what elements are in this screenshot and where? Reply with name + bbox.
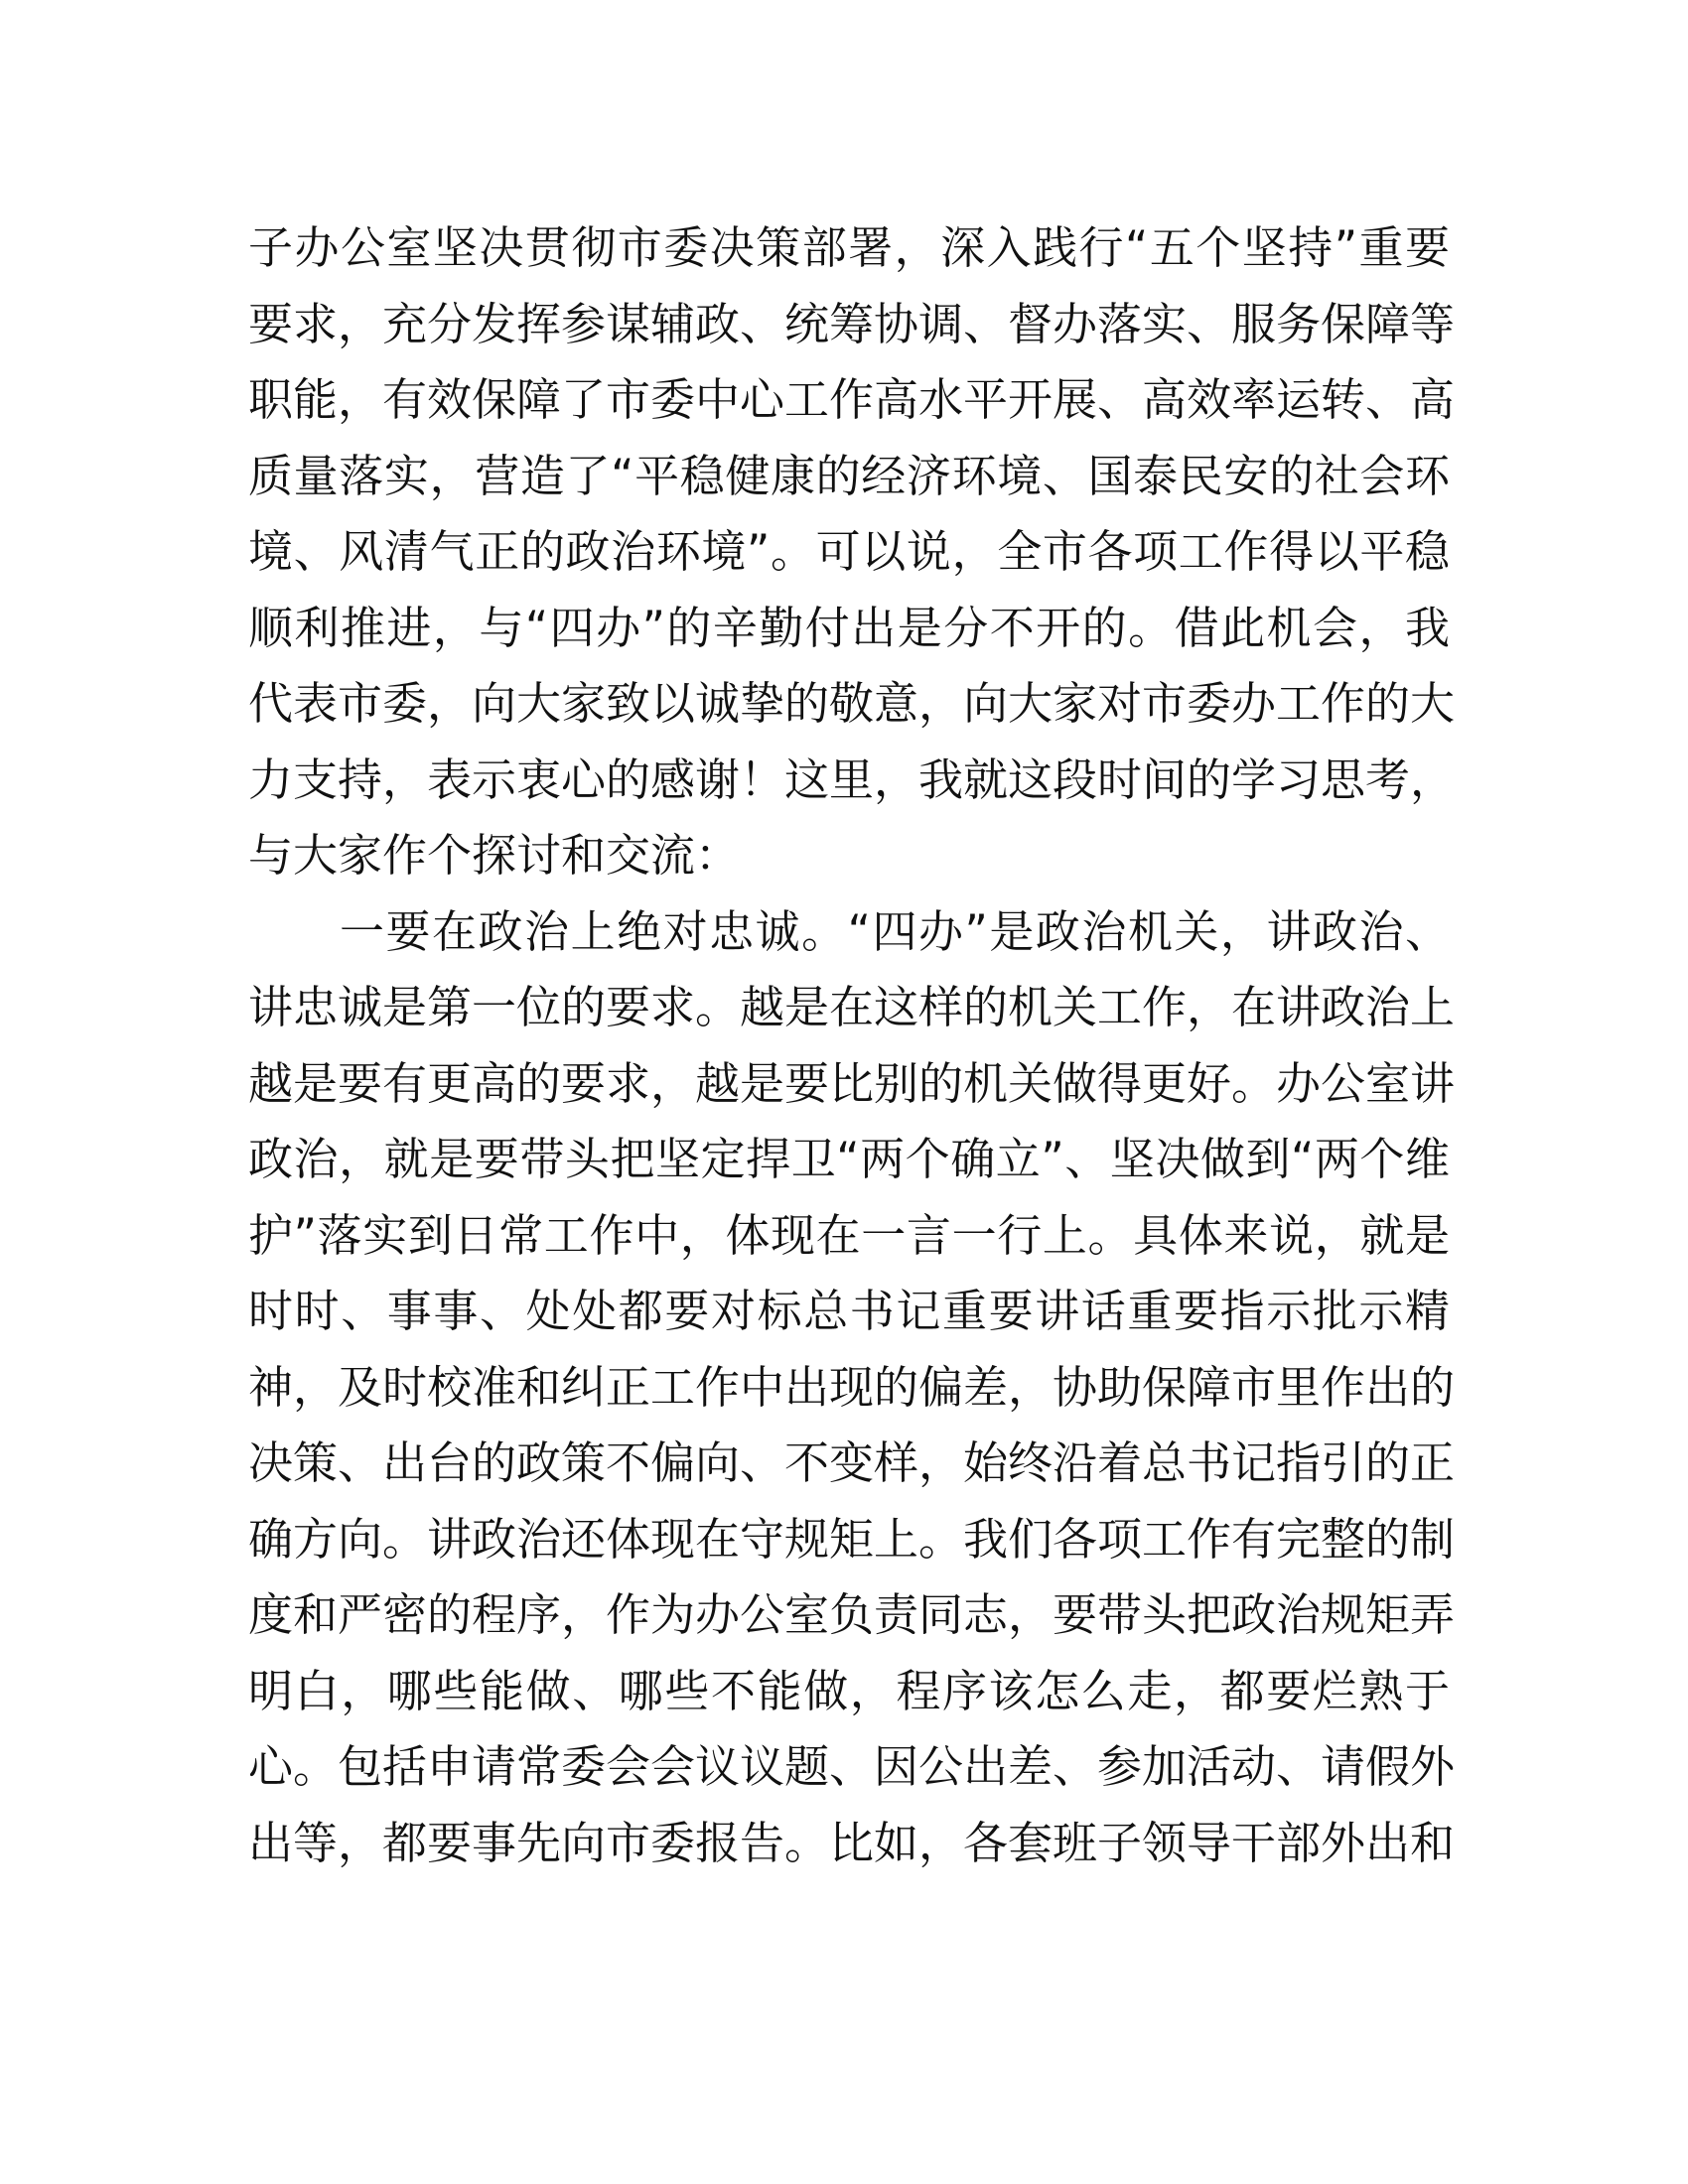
text-line: 力支持，表示衷心的感谢！这里，我就这段时间的学习思考， <box>248 752 1456 806</box>
text-line: 讲忠诚是第一位的要求。越是在这样的机关工作，在讲政治上 <box>248 981 1456 1033</box>
text-line: 质量落实，营造了“平稳健康的经济环境、国泰民安的社会环 <box>248 449 1450 502</box>
text-line: 子办公室坚决贯彻市委决策部署，深入践行“五个坚持”重要 <box>248 221 1450 274</box>
text-line: 决策、出台的政策不偏向、不变样，始终沿着总书记指引的正 <box>248 1436 1456 1489</box>
text-line: 神，及时校准和纠正工作中出现的偏差，协助保障市里作出的 <box>248 1360 1456 1414</box>
text-line: 职能，有效保障了市委中心工作高水平开展、高效率运转、高 <box>248 373 1456 426</box>
text-line: 顺利推进，与“四办”的辛勤付出是分不开的。借此机会，我 <box>248 601 1450 654</box>
document-body <box>248 210 1456 1881</box>
text-line: 出等，都要事先向市委报告。比如，各套班子领导干部外出和 <box>248 1816 1456 1869</box>
text-line: 越是要有更高的要求，越是要比别的机关做得更好。办公室讲 <box>248 1056 1456 1110</box>
text-line: 护”落实到日常工作中，体现在一言一行上。具体来说，就是 <box>248 1208 1450 1262</box>
text-line: 心。包括申请常委会会议议题、因公出差、参加活动、请假外 <box>248 1740 1456 1793</box>
text-line: 确方向。讲政治还体现在守规矩上。我们各项工作有完整的制 <box>248 1512 1456 1566</box>
text-line: 度和严密的程序，作为办公室负责同志，要带头把政治规矩弄 <box>248 1588 1456 1641</box>
text-line: 与大家作个探讨和交流： <box>248 829 741 882</box>
text-line: 时时、事事、处处都要对标总书记重要讲话重要指示批示精 <box>248 1285 1450 1337</box>
text-line: 政治，就是要带头把坚定捍卫“两个确立”、坚决做到“两个维 <box>248 1133 1450 1185</box>
text-line: 境、风清气正的政治环境”。可以说，全市各项工作得以平稳 <box>248 525 1450 578</box>
paragraph-first-line: 一要在政治上绝对忠诚。“四办”是政治机关，讲政治、 <box>340 904 1450 958</box>
text-line: 明白，哪些能做、哪些不能做，程序该怎么走，都要烂熟于 <box>248 1664 1450 1717</box>
text-line: 要求，充分发挥参谋辅政、统筹协调、督办落实、服务保障等 <box>248 297 1456 350</box>
text-line: 代表市委，向大家致以诚挚的敬意，向大家对市委办工作的大 <box>248 677 1456 730</box>
